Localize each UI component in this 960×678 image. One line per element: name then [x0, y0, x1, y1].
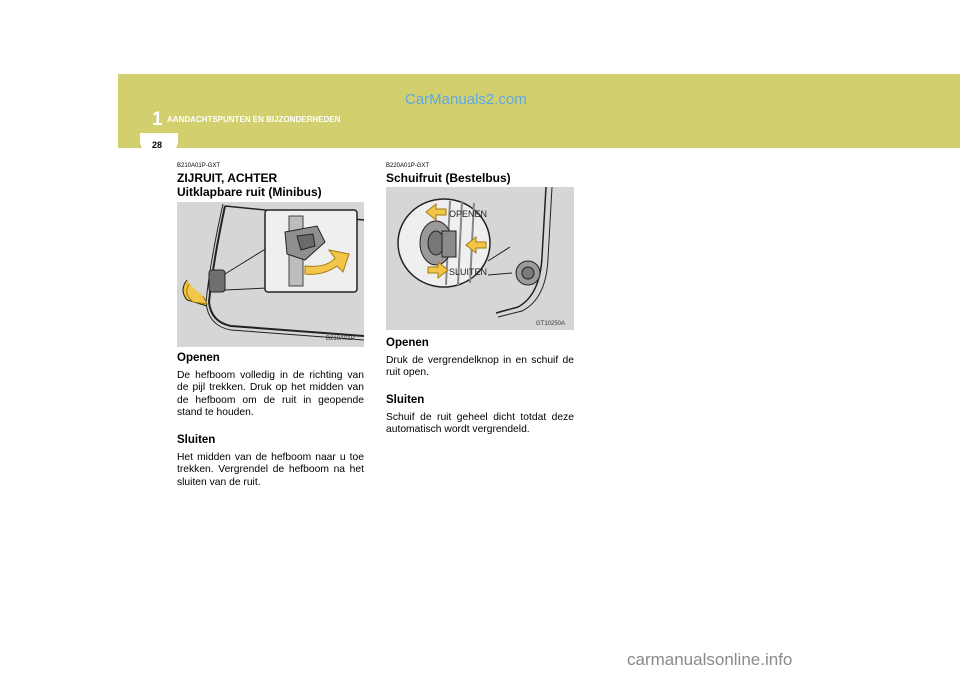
watermark-bottom[interactable]: carmanualsonline.info: [627, 650, 793, 669]
left-section-title: ZIJRUIT, ACHTER: [177, 171, 278, 185]
chapter-number: 1: [152, 109, 163, 130]
left-section-code: B210A01P-GXT: [177, 163, 221, 169]
watermark-top[interactable]: CarManuals2.com: [405, 91, 527, 108]
folding-window-drawing: [177, 202, 364, 347]
right-close-text: Schuif de ruit geheel dicht totdat deze automatisch wordt vergrendeld.: [386, 412, 574, 436]
folding-window-illustration: [177, 202, 364, 347]
right-section-title: Schuifruit (Bestelbus): [386, 171, 511, 185]
right-section-code: B220A01P-GXT: [386, 163, 430, 169]
left-close-text: Het midden van de hefboom naar u toe trekken. Vergrendel de hefboom na het sluiten van de ruit.: [177, 452, 364, 488]
left-close-heading: Sluiten: [177, 434, 216, 446]
sliding-window-illustration: [386, 187, 574, 330]
figure-label-close: SLUITEN: [449, 267, 488, 277]
chapter-title: AANDACHTSPUNTEN EN BIJZONDERHEDEN: [167, 115, 341, 124]
right-close-heading: Sluiten: [386, 394, 425, 406]
left-open-heading: Openen: [177, 352, 220, 364]
left-figure-code: B210A01P: [326, 336, 355, 342]
right-open-text: Druk de vergrendelknop in en schuif de ruit open.: [386, 355, 574, 379]
right-open-heading: Openen: [386, 337, 429, 349]
page-number: 28: [152, 140, 163, 150]
left-section-subtitle: Uitklapbare ruit (Minibus): [177, 185, 322, 199]
left-open-text: De hefboom volledig in de richting van de pijl trekken. Druk op het midden van de hefboom om de ruit in geopende stand te houden.: [177, 370, 364, 419]
chapter-header-band: [118, 74, 960, 148]
right-figure-code: GT10250A: [536, 321, 566, 327]
figure-label-open: OPENEN: [449, 209, 488, 219]
